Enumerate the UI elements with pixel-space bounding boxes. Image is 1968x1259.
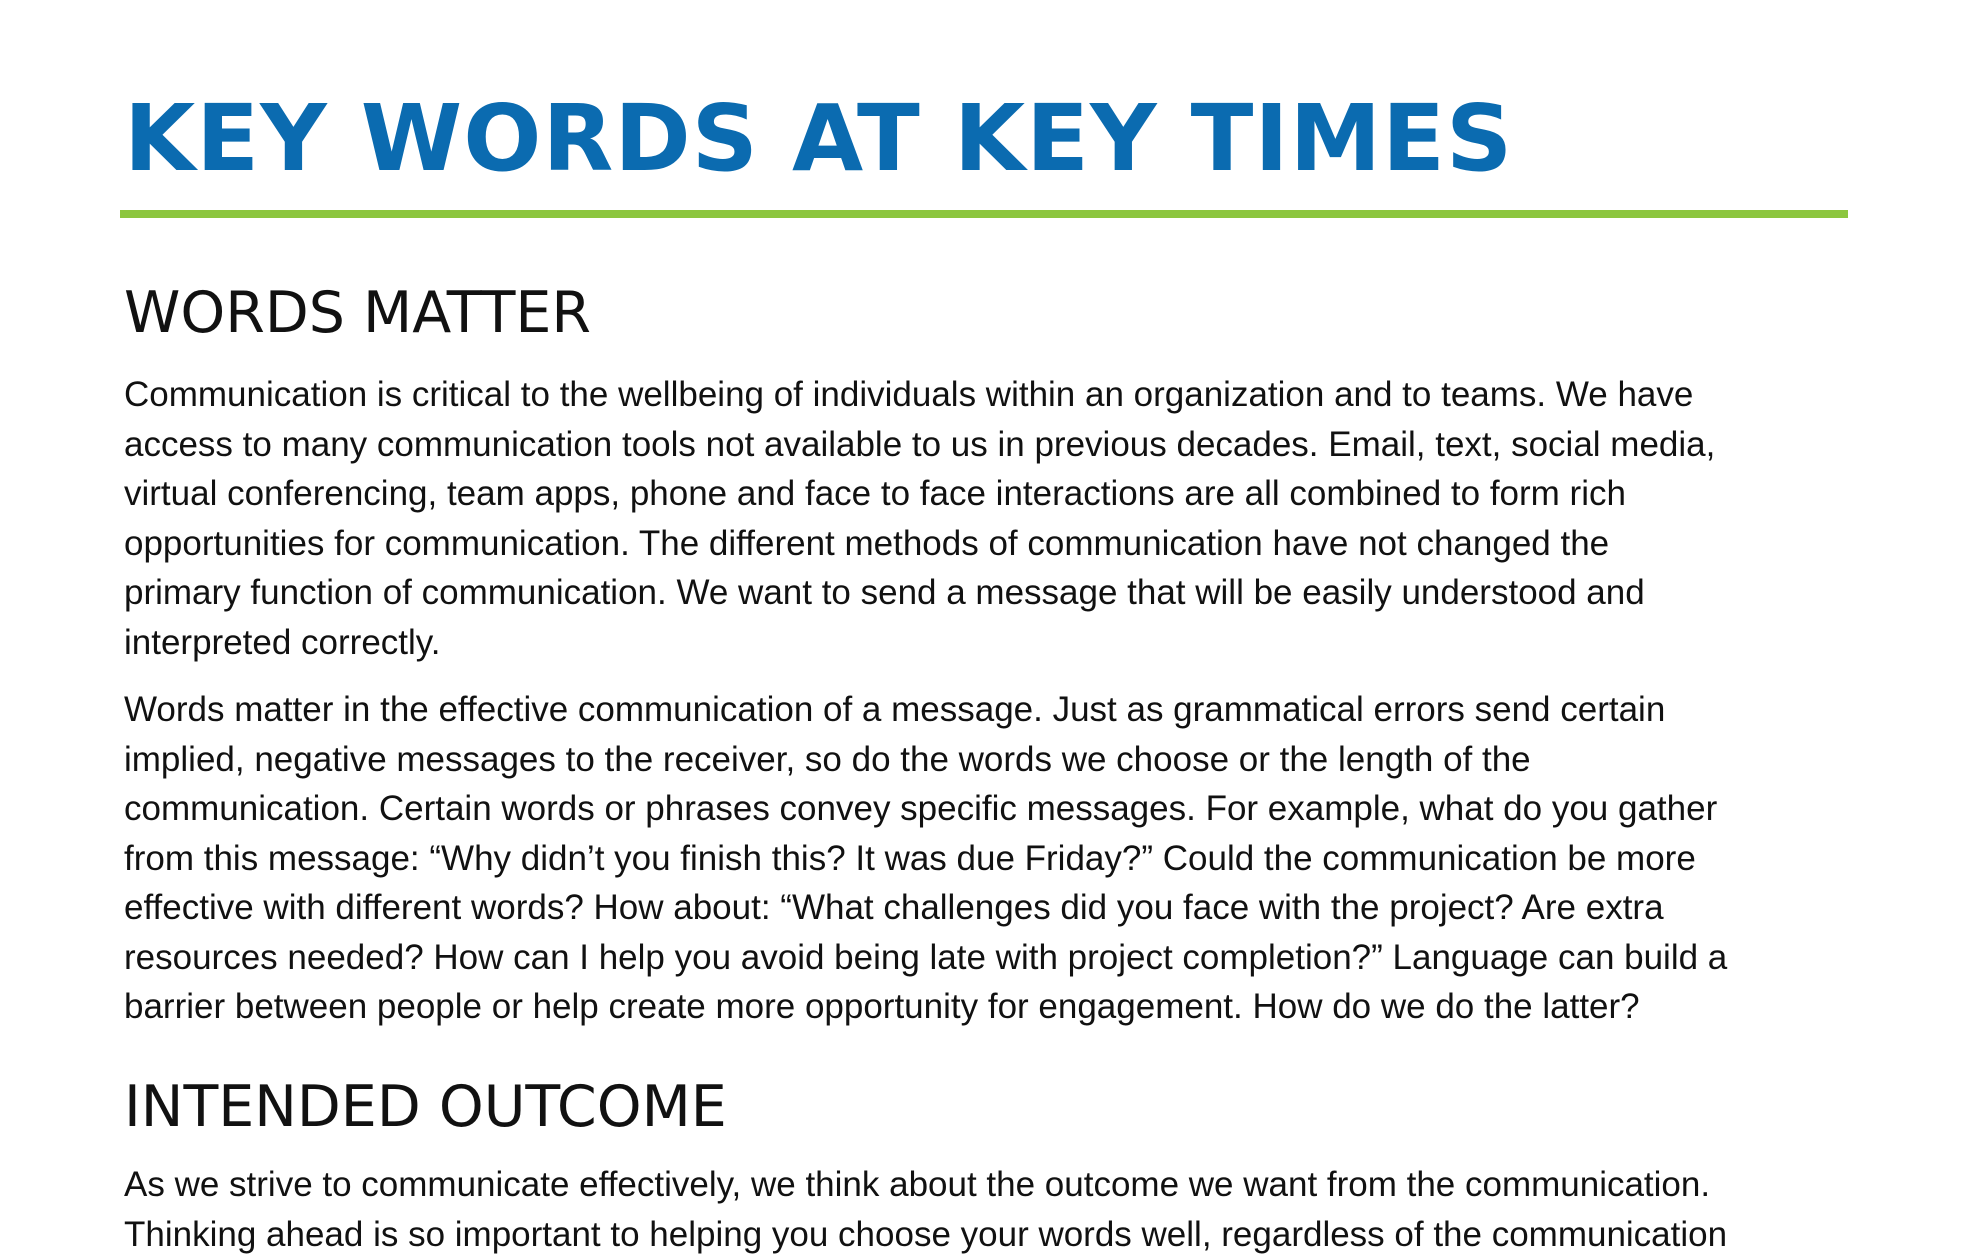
paragraph-words-matter [124,685,1864,1032]
document-title: KEY WORDS AT KEY TIMES [124,84,1513,194]
paragraph-line: barrier between people or help create more opportunity for engagement. How do we do the latter? [124,982,1864,1032]
paragraph-communication-critical [124,370,1864,667]
paragraph-line: communication. Certain words or phrases convey specific messages. For example, what do you gather [124,784,1864,834]
paragraph-line: from this message: “Why didn’t you finish this? It was due Friday?” Could the communication be more [124,834,1864,884]
paragraph-line: primary function of communication. We want to send a message that will be easily understood and [124,568,1864,618]
paragraph-line: As we strive to communicate effectively, we think about the outcome we want from the communication. [124,1160,1864,1210]
paragraph-line: effective with different words? How about: “What challenges did you face with the project? Are extra [124,883,1864,933]
paragraph-line: opportunities for communication. The different methods of communication have not changed the [124,519,1864,569]
paragraph-intended-outcome [124,1160,1864,1259]
paragraph-line: Communication is critical to the wellbeing of individuals within an organization and to teams. We have [124,370,1864,420]
paragraph-line: access to many communication tools not available to us in previous decades. Email, text, social media, [124,420,1864,470]
paragraph-line: virtual conferencing, team apps, phone and face to face interactions are all combined to form rich [124,469,1864,519]
paragraph-line: interpreted correctly. [124,618,1864,668]
title-divider [120,210,1848,218]
paragraph-line: Thinking ahead is so important to helping you choose your words well, regardless of the communication [124,1210,1864,1259]
section-heading-intended-outcome: INTENDED OUTCOME [124,1072,727,1142]
paragraph-line: Words matter in the effective communication of a message. Just as grammatical errors send certain [124,685,1864,735]
paragraph-line: implied, negative messages to the receiver, so do the words we choose or the length of the [124,735,1864,785]
paragraph-line: resources needed? How can I help you avoid being late with project completion?” Language can build a [124,933,1864,983]
section-heading-words-matter: WORDS MATTER [124,278,591,348]
